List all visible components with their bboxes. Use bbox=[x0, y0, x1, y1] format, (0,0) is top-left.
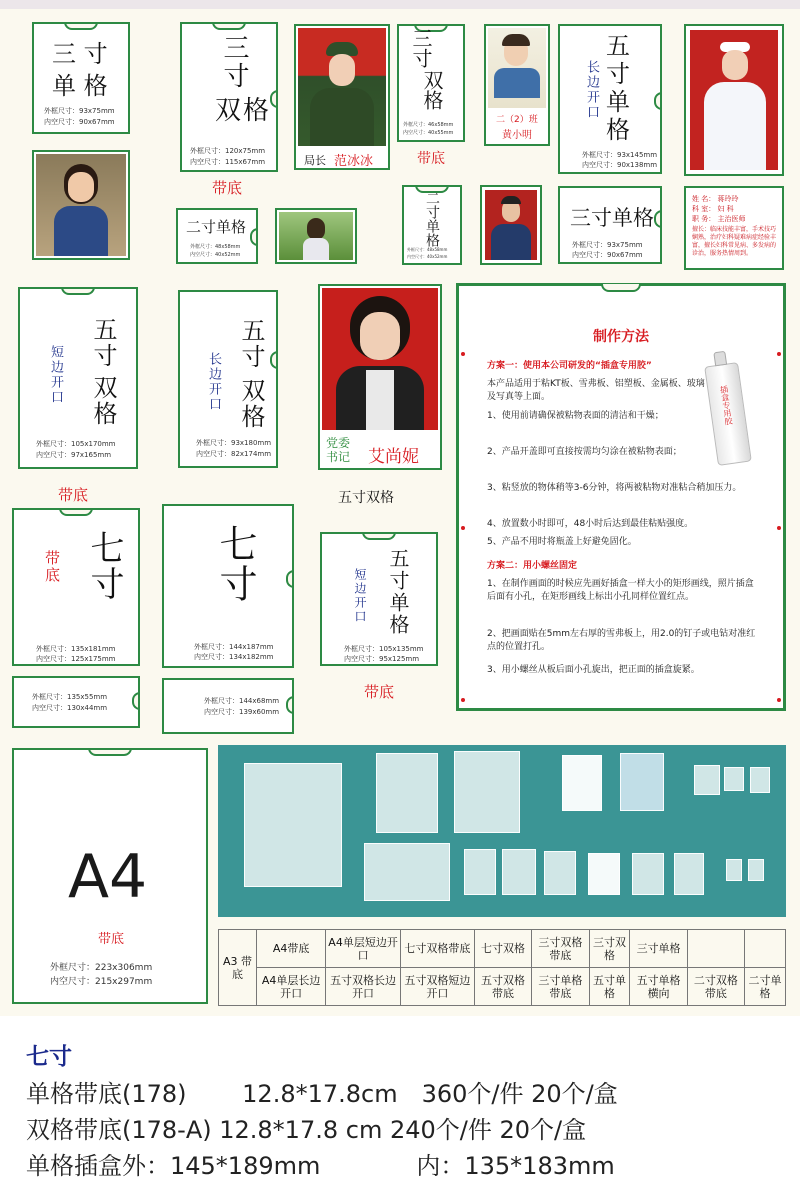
sleeve-7inch bbox=[376, 753, 438, 833]
table-row bbox=[219, 968, 786, 1006]
frame-3inch-single bbox=[32, 22, 130, 134]
outer-size: 外框尺寸：120x75mm bbox=[190, 147, 266, 155]
method-plan2-heading: 方案二：用小螺丝固定 bbox=[487, 561, 578, 571]
table-cell bbox=[745, 930, 786, 968]
frame-tab bbox=[601, 284, 641, 292]
frame-7inch-with-base bbox=[12, 508, 140, 666]
info-body: 擅长：临床技能丰富，手术技巧娴熟，治疗妇科疑难病症经验丰富，擅长妇科常见病、多发病的诊治，服务热情周到。 bbox=[692, 226, 777, 257]
frame-side-notch bbox=[250, 228, 258, 246]
outer-size: 外框尺寸：48x58mm bbox=[407, 247, 448, 252]
outer-size: 外框尺寸：135x181mm bbox=[36, 645, 116, 653]
inner-size: 内空尺寸：90x67mm bbox=[44, 118, 115, 126]
outer-size: 外框尺寸：135x55mm bbox=[32, 693, 108, 701]
frame-title-line2: 单 格 bbox=[52, 72, 108, 100]
method-title: 制作方法 bbox=[593, 329, 649, 345]
sleeve-3inch bbox=[694, 765, 720, 795]
frame-tab bbox=[59, 508, 93, 516]
frame-5inch-single-long bbox=[558, 24, 662, 174]
product-table bbox=[218, 929, 786, 1006]
sleeve-2inch bbox=[724, 767, 744, 791]
spec-title: 七寸 bbox=[26, 1044, 72, 1070]
frame-title-line2: 双格 bbox=[237, 378, 265, 430]
photo-caption-name: 范冰冰 bbox=[334, 154, 374, 169]
sleeve-2inch-b bbox=[750, 767, 770, 793]
sleeve-3inch-single-b bbox=[588, 853, 620, 895]
outer-size: 外框尺寸：48x58mm bbox=[190, 244, 241, 250]
frame-tab bbox=[362, 532, 396, 540]
outer-size: 外框尺寸：93x75mm bbox=[44, 107, 115, 115]
photo-frame-secretary bbox=[318, 284, 442, 470]
portrait-photo bbox=[36, 154, 126, 256]
frame-7inch-horizontal-small bbox=[12, 676, 140, 728]
sleeve-5inch-photo bbox=[620, 753, 664, 811]
marker-dot bbox=[777, 352, 781, 356]
inner-size: 内空尺寸：139x60mm bbox=[204, 708, 280, 716]
product-photo bbox=[218, 745, 786, 917]
frame-title-line1: 三寸 bbox=[409, 28, 433, 68]
frame-7inch-horizontal bbox=[162, 678, 294, 734]
frame-2inch-double-title2: 双格 bbox=[420, 70, 444, 110]
outer-size: 外框尺寸：105x170mm bbox=[36, 440, 116, 448]
inner-size: 内空尺寸：97x165mm bbox=[36, 451, 112, 459]
frame-2inch-double-bottom-label: 带底 bbox=[417, 151, 445, 167]
inner-size: 内空尺寸：115x67mm bbox=[190, 158, 266, 166]
frame-title-line1: 三寸 bbox=[219, 34, 249, 90]
method-plan1-heading: 方案一：使用本公司研发的“插盒专用胶” bbox=[487, 361, 652, 371]
photo-caption-class: 二（2）班 bbox=[496, 115, 538, 125]
frame-title: 七寸 bbox=[84, 530, 124, 602]
sleeve-2inch-d bbox=[748, 859, 764, 881]
frame-open-side: 长边开口 bbox=[206, 352, 221, 412]
frame-side-notch bbox=[270, 90, 278, 108]
table-cell: 五寸单格横向 bbox=[630, 968, 687, 1006]
inner-size: 内空尺寸：40x52mm bbox=[407, 254, 448, 259]
frame-side-notch bbox=[286, 570, 294, 588]
frame-3inch-single-horizontal bbox=[558, 186, 662, 264]
photo-frame-nurse bbox=[684, 24, 784, 176]
outer-size: 外框尺寸：223x306mm bbox=[50, 963, 153, 973]
method-plan1-step1: 1、使用前请确保被粘物表面的清洁和干燥； bbox=[487, 411, 664, 421]
table-cell: 七寸双格 bbox=[474, 930, 531, 968]
sleeve-3inch-horizontal bbox=[632, 853, 664, 895]
method-plan1-step3: 3、粘竖放的物体稍等3-6分钟，将两被粘物对准粘合稍加压力。 bbox=[487, 483, 742, 493]
top-strip bbox=[0, 0, 800, 9]
portrait-photo bbox=[488, 28, 546, 108]
marker-dot bbox=[461, 352, 465, 356]
spec-row-single-base: 单格带底(178) 12.8*17.8cm 360个/件 20个/盒 bbox=[26, 1080, 618, 1108]
table-row bbox=[219, 930, 786, 968]
info-line-dept: 科 室： 妇 科 bbox=[692, 205, 734, 213]
frame-tab bbox=[61, 287, 95, 295]
sleeve-a4 bbox=[244, 763, 342, 887]
marker-dot bbox=[777, 698, 781, 702]
frame-title-line2: 单格 bbox=[386, 592, 410, 636]
info-line-name: 姓 名： 蒋玲玲 bbox=[692, 195, 739, 203]
photo-frame-student bbox=[484, 24, 550, 146]
table-cell: 五寸双格长边开口 bbox=[326, 968, 401, 1006]
table-cell: 三寸单格带底 bbox=[532, 968, 589, 1006]
frame-5inch-single-short bbox=[320, 532, 438, 666]
inner-size: 内空尺寸：90x138mm bbox=[582, 161, 658, 169]
table-cell: 七寸双格带底 bbox=[400, 930, 474, 968]
sleeve-5inch-horizontal bbox=[364, 843, 450, 901]
frame-side-notch bbox=[132, 692, 140, 710]
method-plan2-step2: 2、把画面贴在5mm左右厚的雪弗板上，用2.0的钉子或电钻对准红点的位置打孔。 bbox=[487, 629, 756, 652]
inner-size: 内空尺寸：82x174mm bbox=[196, 450, 272, 458]
frame-title: 二寸单格 bbox=[186, 218, 247, 236]
portrait-photo bbox=[690, 30, 778, 170]
sleeve-3inch-double bbox=[464, 849, 496, 895]
table-cell: 五寸双格带底 bbox=[474, 968, 531, 1006]
glue-tube-icon bbox=[704, 362, 752, 466]
photo-frame-officer bbox=[294, 24, 390, 170]
table-cell: 三寸单格 bbox=[630, 930, 687, 968]
frame-5inch-double-short-bottom-label: 带底 bbox=[58, 486, 89, 504]
table-cell bbox=[687, 930, 744, 968]
frame-title-line1: 五寸 bbox=[386, 548, 410, 592]
method-plan1-step2: 2、产品开盖即可直接按需均匀涂在被粘物表面； bbox=[487, 447, 682, 457]
photo-frame-landscape bbox=[275, 208, 357, 264]
frame-a4-with-base bbox=[12, 748, 208, 1004]
frame-5inch-double-long bbox=[178, 290, 278, 468]
frame-2inch-single bbox=[176, 208, 258, 264]
inner-size: 内空尺寸：40x55mm bbox=[403, 130, 454, 136]
outer-size: 外框尺寸：105x135mm bbox=[344, 645, 424, 653]
portrait-photo bbox=[485, 190, 537, 260]
frame-side-notch bbox=[654, 210, 662, 228]
marker-dot bbox=[461, 698, 465, 702]
frame-side-notch bbox=[270, 351, 278, 369]
frame-base-label: 带底 bbox=[43, 550, 61, 584]
table-cell-row-head: A3 带底 bbox=[219, 930, 257, 1006]
table-cell: A4单层短边开口 bbox=[326, 930, 401, 968]
spec-row-single-insert: 单格插盒外：145*189mm 内：135*183mm bbox=[26, 1152, 615, 1180]
inner-size: 内空尺寸：40x52mm bbox=[190, 252, 241, 258]
spec-section bbox=[0, 1016, 800, 1188]
sleeve-7inch-double bbox=[454, 751, 520, 833]
outer-size: 外框尺寸：46x58mm bbox=[403, 122, 454, 128]
frame-title: 三寸单格 bbox=[570, 206, 654, 230]
marker-dot bbox=[461, 526, 465, 530]
frame-base-label: 带底 bbox=[98, 932, 125, 947]
portrait-photo bbox=[298, 28, 386, 146]
sleeve-5inch bbox=[562, 755, 602, 811]
inner-size: 内空尺寸：134x182mm bbox=[194, 653, 274, 661]
outer-size: 外框尺寸：93x75mm bbox=[572, 241, 643, 249]
outer-size: 外框尺寸：93x180mm bbox=[196, 439, 272, 447]
method-plan1-step4: 4、放置数小时即可，48小时后达到最佳粘贴强度。 bbox=[487, 519, 694, 529]
photo-frame-woman bbox=[32, 150, 130, 260]
spec-row-double-base: 双格带底(178-A) 12.8*17.8 cm 240个/件 20个/盒 bbox=[26, 1116, 587, 1144]
method-plan1-step5: 5、产品不用时将瓶盖上好避免固化。 bbox=[487, 537, 637, 547]
frame-5inch-single-short-bottom-label: 带底 bbox=[364, 683, 395, 701]
inner-size: 内空尺寸：215x297mm bbox=[50, 977, 153, 987]
frame-tab bbox=[212, 22, 246, 30]
table-cell: 二寸双格带底 bbox=[687, 968, 744, 1006]
table-cell: 三寸双格 bbox=[589, 930, 630, 968]
frame-title-line1: 三 寸 bbox=[52, 40, 108, 68]
frame-title: 七寸 bbox=[213, 524, 257, 604]
table-cell: 二寸单格 bbox=[745, 968, 786, 1006]
frame-tab bbox=[88, 748, 132, 756]
portrait-photo bbox=[322, 288, 438, 430]
frame-title-line1: 五寸 bbox=[237, 318, 265, 370]
frame-title-line1: 二寸 bbox=[424, 191, 440, 219]
inner-size: 内空尺寸：125x175mm bbox=[36, 655, 116, 663]
frame-5inch-double-short bbox=[18, 287, 138, 469]
outer-size: 外框尺寸：144x187mm bbox=[194, 643, 274, 651]
photo-caption-title: 党委书记 bbox=[326, 436, 351, 464]
frame-open-side: 短边开口 bbox=[353, 568, 367, 624]
info-line-title: 职 务： 主治医师 bbox=[692, 215, 746, 223]
photo-frame-police bbox=[480, 185, 542, 265]
frame-7inch bbox=[162, 504, 294, 668]
sleeve-3inch-horizontal-b bbox=[674, 853, 704, 895]
doctor-info-card bbox=[684, 186, 784, 270]
photo-caption-name: 艾尚妮 bbox=[368, 447, 419, 467]
frame-open-side: 长边开口 bbox=[584, 60, 599, 120]
sleeve-3inch-single bbox=[544, 851, 576, 895]
method-plan2-step1: 1、在制作画面的时候应先画好插盒一样大小的矩形画线，照片插盒后面有小孔，在矩形画线上标出小孔同样位置红点。 bbox=[487, 579, 754, 602]
frame-title: A4 bbox=[68, 842, 148, 912]
inner-size: 内空尺寸：130x44mm bbox=[32, 704, 108, 712]
frame-title-line1: 五寸 bbox=[89, 317, 117, 369]
method-plan1-intro: 本产品适用于粘KT板、雪弗板、铝塑板、金属板、玻璃及写真等上面。 bbox=[487, 379, 705, 402]
marker-dot bbox=[777, 526, 781, 530]
frame-title: 五寸单格 bbox=[606, 32, 632, 144]
frame-3inch-double-title2: 双格 bbox=[215, 96, 272, 126]
glue-tube-label: 插盒专用胶 bbox=[719, 384, 734, 426]
frame-side-notch bbox=[286, 696, 294, 714]
frame-open-side: 短边开口 bbox=[48, 345, 63, 405]
inner-size: 内空尺寸：95x125mm bbox=[344, 655, 420, 663]
table-cell: 五寸双格短边开口 bbox=[400, 968, 474, 1006]
photo-caption-title: 局长 bbox=[304, 154, 326, 167]
table-cell: A4单层长边开口 bbox=[257, 968, 326, 1006]
outer-size: 外框尺寸：93x145mm bbox=[582, 151, 658, 159]
frame-side-notch bbox=[654, 92, 662, 110]
outer-size: 外框尺寸：144x68mm bbox=[204, 697, 280, 705]
frame-5inch-double-caption: 五寸双格 bbox=[338, 490, 394, 506]
frame-3inch-double-bottom-label: 带底 bbox=[212, 179, 243, 197]
table-cell: 三寸双格带底 bbox=[532, 930, 589, 968]
frame-2inch-single-vertical bbox=[402, 185, 462, 265]
sleeve-3inch-double-b bbox=[502, 849, 536, 895]
inner-size: 内空尺寸：90x67mm bbox=[572, 251, 643, 259]
method-plan2-step3: 3、用小螺丝从板后面小孔旋出，把正面的插盒旋紧。 bbox=[487, 665, 700, 675]
frame-title-line2: 单格 bbox=[424, 219, 440, 247]
frame-tab bbox=[64, 22, 98, 30]
frame-title-line2: 双格 bbox=[89, 375, 117, 427]
portrait-photo bbox=[279, 212, 353, 260]
table-cell: 五寸单格 bbox=[589, 968, 630, 1006]
table-cell: A4带底 bbox=[257, 930, 326, 968]
method-panel bbox=[456, 283, 786, 711]
photo-caption-name: 黄小明 bbox=[502, 130, 532, 141]
sleeve-2inch-c bbox=[726, 859, 742, 881]
